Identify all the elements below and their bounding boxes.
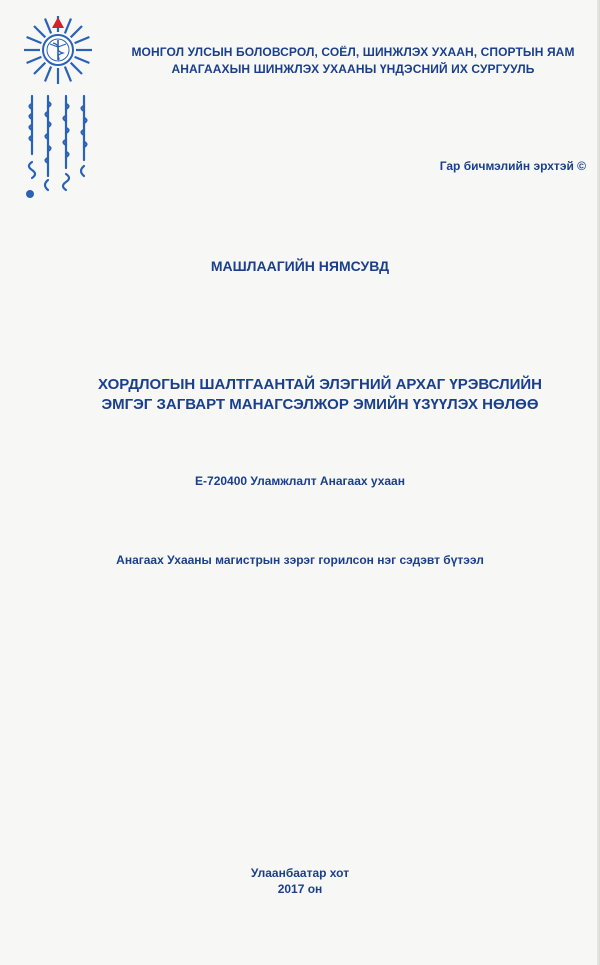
author-name: МАШЛААГИЙН НЯМСУВД [210,258,390,274]
copyright-notice: Гар бичмэлийн эрхтэй © [439,159,586,173]
year: 2017 он [277,882,323,896]
city: Улаанбаатар хот [250,866,350,880]
institution-line2: АНАГААХЫН ШИНЖЛЭХ УХААНЫ ҮНДЭСНИЙ ИХ СУРГУУЛЬ [171,62,535,76]
institution-line1: МОНГОЛ УЛСЫН БОЛОВСРОЛ, СОЁЛ, ШИНЖЛЭХ УХААН, СПОРТЫН ЯАМ [131,45,575,59]
traditional-mongolian-script-logo [22,92,100,212]
university-emblem-icon [22,14,94,86]
specialty-code: E-720400 Уламжлалт Анагаах ухаан [195,474,405,488]
thesis-title [20,375,600,415]
thesis-title-line1: ХОРДЛОГЫН ШАЛТГААНТАЙ ЭЛЭГНИЙ АРХАГ ҮРЭВСЛИЙН [97,376,543,393]
thesis-title-line2: ЭМГЭГ ЗАГВАРТ МАНАГСЭЛЖОР ЭМИЙН ҮЗҮҮЛЭХ НӨЛӨӨ [101,396,539,413]
degree-statement: Анагаах Ухааны магистрын зэрэг горилсон нэг сэдэвт бүтээл [116,553,484,567]
place-and-year [0,865,600,897]
institution-header [106,44,600,78]
